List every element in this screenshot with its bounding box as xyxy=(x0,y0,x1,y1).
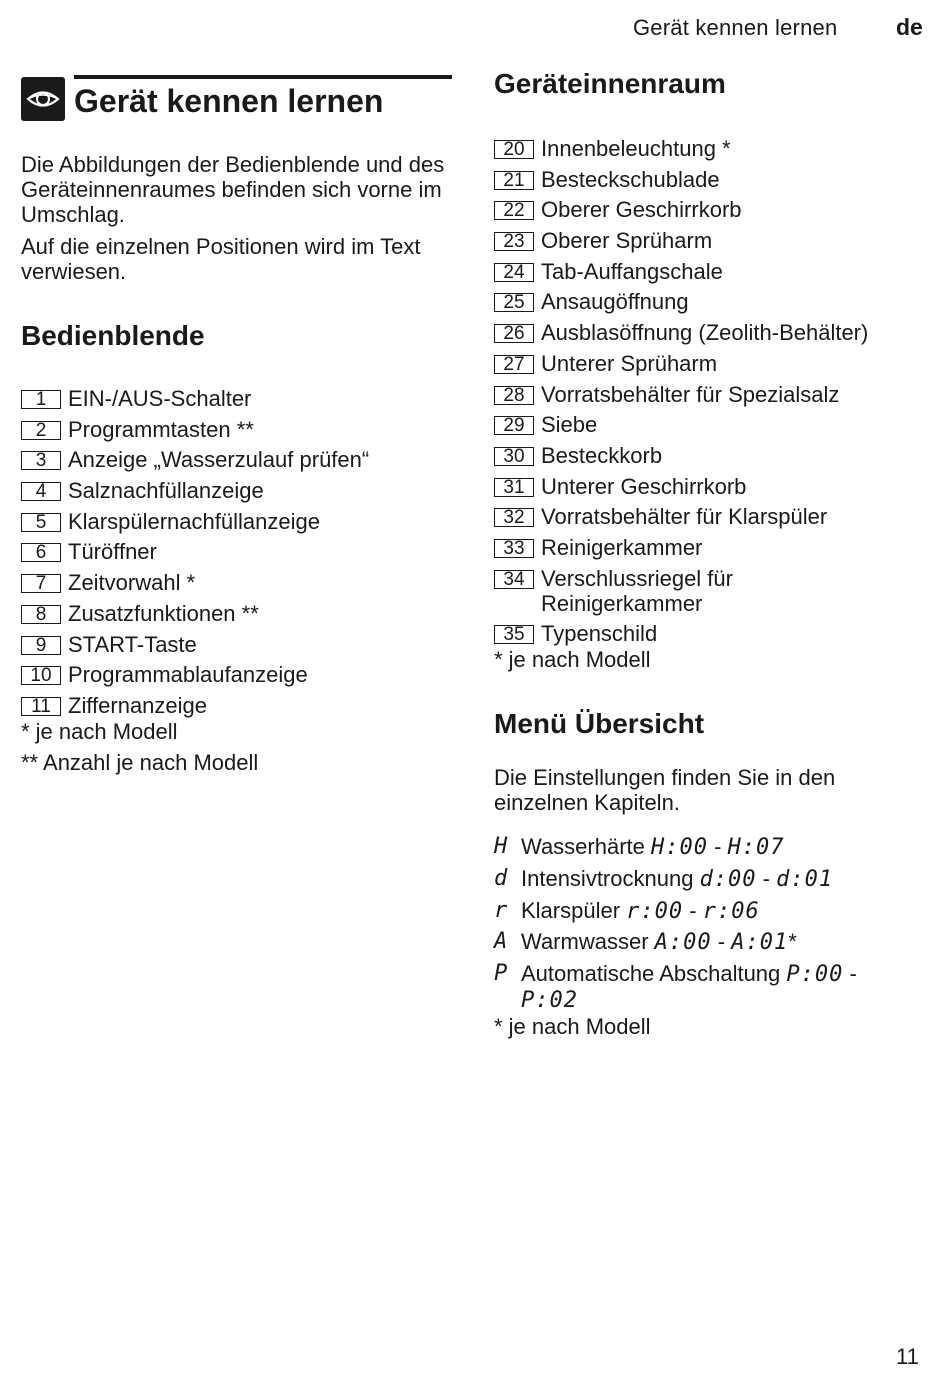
left-column xyxy=(21,75,451,775)
list-item xyxy=(494,443,924,468)
list-item xyxy=(494,474,924,499)
position-number: 20 xyxy=(494,140,534,159)
list-item xyxy=(21,417,451,442)
position-number: 3 xyxy=(21,451,61,470)
position-number: 22 xyxy=(494,201,534,220)
item-label: Ziffernanzeige xyxy=(68,692,208,718)
intro-paragraph-2: Auf die einzelnen Positionen wird im Text verwiesen. xyxy=(21,234,421,284)
position-number: 23 xyxy=(494,232,534,251)
position-number: 2 xyxy=(21,421,61,440)
footnote-count: ** Anzahl je nach Modell xyxy=(21,749,259,775)
item-label: Türöffner xyxy=(68,539,157,565)
position-number: 5 xyxy=(21,513,61,532)
display-code: A xyxy=(494,929,509,955)
list-item xyxy=(21,632,451,657)
list-item xyxy=(494,136,924,161)
menu-item: H Wasserhärte H:00 - H:07 xyxy=(494,834,785,861)
list-item xyxy=(494,566,924,616)
position-number: 24 xyxy=(494,263,534,282)
range-to: H:07 xyxy=(727,835,785,861)
item-label: Klarspülernachfüllanzeige xyxy=(68,508,320,534)
position-number: 9 xyxy=(21,636,61,655)
item-label: Typenschild xyxy=(541,621,658,647)
position-number: 25 xyxy=(494,293,534,312)
list-item xyxy=(494,259,924,284)
eye-icon xyxy=(21,77,65,121)
menu-suffix: * xyxy=(788,929,797,955)
footnote-model: * je nach Modell xyxy=(494,647,651,673)
item-label: Verschlussriegel für Reinigerkammer xyxy=(541,565,733,616)
item-label: Salznachfüllanzeige xyxy=(68,478,264,504)
item-label: EIN-/AUS-Schalter xyxy=(68,386,252,411)
menu-label: Klarspüler xyxy=(521,897,621,923)
list-item xyxy=(494,621,924,646)
list-item xyxy=(21,539,451,564)
page-number: 11 xyxy=(896,1344,919,1369)
position-number: 31 xyxy=(494,478,534,497)
position-number: 10 xyxy=(21,666,61,685)
position-number: 8 xyxy=(21,605,61,624)
range-to: r:06 xyxy=(702,898,760,924)
range-from: r:00 xyxy=(626,898,684,924)
list-item xyxy=(21,693,451,718)
display-code: H xyxy=(494,834,509,860)
menu-list xyxy=(494,834,924,1013)
menu-item: r Klarspüler r:00 - r:06 xyxy=(494,897,760,924)
position-number: 35 xyxy=(494,625,534,644)
item-label: Zeitvorwahl * xyxy=(68,570,196,596)
item-label: Innenbeleuchtung * xyxy=(541,136,731,161)
range-from: H:00 xyxy=(651,835,708,861)
list-item xyxy=(494,535,924,560)
language-code: de xyxy=(896,14,923,40)
item-label: Besteckschublade xyxy=(541,166,720,192)
running-header-title: Gerät kennen lernen xyxy=(633,15,838,40)
range-from: P:00 xyxy=(786,962,844,988)
list-item xyxy=(494,289,924,314)
menu-intro: Die Einstellungen finden Sie in den einzelnen Kapiteln. xyxy=(494,765,836,816)
chapter-heading xyxy=(21,75,451,123)
footnote-model: * je nach Modell xyxy=(494,1014,651,1040)
position-number: 1 xyxy=(21,390,61,409)
item-label: Siebe xyxy=(541,412,598,438)
range-to: A:01 xyxy=(731,930,789,956)
item-label: Programmtasten ** xyxy=(68,416,254,442)
display-code: r xyxy=(494,897,509,923)
item-label: Zusatzfunktionen ** xyxy=(68,600,259,626)
display-code: P xyxy=(494,961,509,987)
menu-label: Automatische Abschaltung xyxy=(521,961,781,987)
menu-item: A Warmwasser A:00 - A:01* xyxy=(494,929,797,956)
list-item xyxy=(21,386,451,411)
position-number: 28 xyxy=(494,386,534,405)
innenraum-heading: Geräteinnenraum xyxy=(494,68,726,99)
menu-label: Wasserhärte xyxy=(521,834,645,860)
item-label: Oberer Sprüharm xyxy=(541,228,713,254)
menu-heading: Menü Übersicht xyxy=(494,708,705,740)
chapter-title: Gerät kennen lernen xyxy=(74,83,384,119)
range-to: d:01 xyxy=(776,867,834,892)
bedienblende-list xyxy=(21,386,451,718)
list-item xyxy=(494,412,924,437)
item-label: Besteckkorb xyxy=(541,442,663,468)
list-item xyxy=(494,228,924,253)
chapter-rule xyxy=(74,75,452,79)
list-item xyxy=(21,509,451,534)
intro-paragraph-1: Die Abbildungen der Bedienblende und des Geräteinnenraumes befinden sich vorne im Umschlag. xyxy=(21,152,445,227)
right-column xyxy=(494,68,924,1039)
position-number: 11 xyxy=(21,697,61,716)
item-label: Anzeige „Wasserzulauf prüfen“ xyxy=(68,447,370,473)
range-to: P:02 xyxy=(521,988,578,1014)
item-label: Unterer Sprüharm xyxy=(541,350,718,376)
item-label: Unterer Geschirrkorb xyxy=(541,473,747,499)
position-number: 27 xyxy=(494,355,534,374)
list-item xyxy=(21,570,451,595)
range-from: A:00 xyxy=(654,930,712,956)
position-number: 32 xyxy=(494,508,534,527)
bedienblende-heading: Bedienblende xyxy=(21,320,205,351)
list-item xyxy=(494,504,924,529)
item-label: Tab-Auffangschale xyxy=(541,258,723,284)
list-item xyxy=(21,478,451,503)
menu-item: d Intensivtrocknung d:00 - d:01 xyxy=(494,866,834,892)
item-label: START-Taste xyxy=(68,631,197,657)
list-item xyxy=(494,167,924,192)
list-item xyxy=(494,382,924,407)
list-item xyxy=(494,197,924,222)
footnote-model: * je nach Modell xyxy=(21,718,178,744)
item-label: Programmablaufanzeige xyxy=(68,662,308,688)
range-from: d:00 xyxy=(699,867,757,892)
list-item xyxy=(21,447,451,472)
item-label: Ausblasöffnung (Zeolith-Behälter) xyxy=(541,320,869,346)
innenraum-list xyxy=(494,136,924,646)
item-label: Reinigerkammer xyxy=(541,534,703,560)
position-number: 21 xyxy=(494,171,534,190)
position-number: 29 xyxy=(494,416,534,435)
item-label: Vorratsbehälter für Klarspüler xyxy=(541,504,828,530)
list-item xyxy=(494,351,924,376)
menu-label: Warmwasser xyxy=(521,929,649,955)
list-item xyxy=(21,601,451,626)
item-label: Oberer Geschirrkorb xyxy=(541,197,742,223)
display-code: d xyxy=(494,866,509,891)
position-number: 33 xyxy=(494,539,534,558)
menu-label: Intensivtrocknung xyxy=(521,866,694,891)
list-item xyxy=(21,662,451,687)
position-number: 34 xyxy=(494,570,534,589)
item-label: Vorratsbehälter für Spezialsalz xyxy=(541,381,840,407)
position-number: 26 xyxy=(494,324,534,343)
item-label: Ansaugöffnung xyxy=(541,289,689,315)
position-number: 30 xyxy=(494,447,534,466)
position-number: 4 xyxy=(21,482,61,501)
position-number: 6 xyxy=(21,543,61,562)
list-item xyxy=(494,320,924,345)
position-number: 7 xyxy=(21,574,61,593)
menu-item: P Automatische Abschaltung P:00 - P:02 xyxy=(494,961,857,1014)
